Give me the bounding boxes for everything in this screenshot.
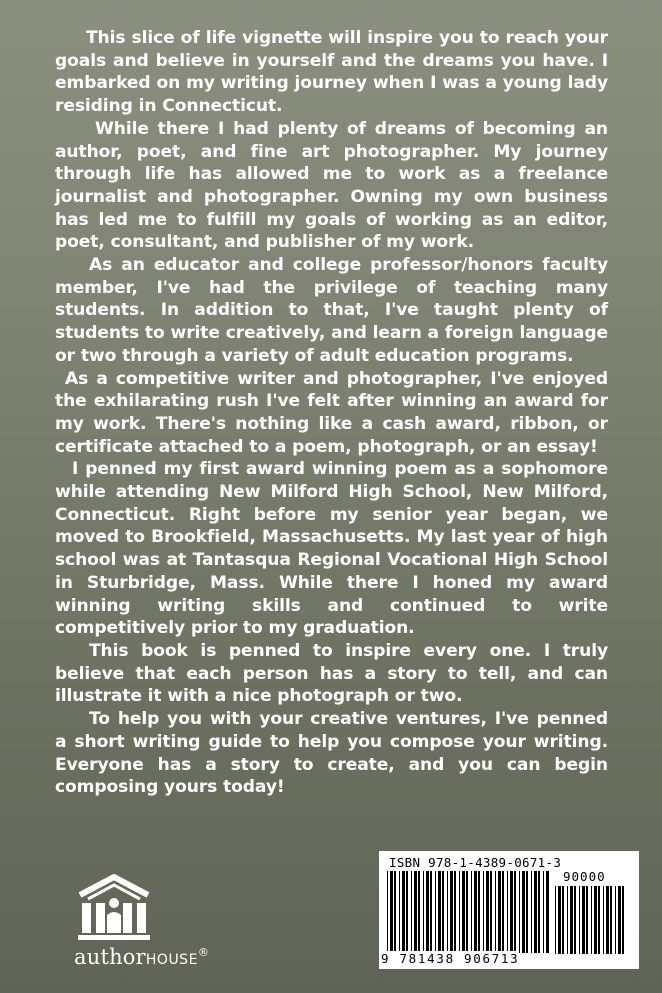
barcode-bar <box>510 871 513 953</box>
blurb-paragraph-1: This slice of life vignette will inspire you to reach your goals and believe in yourself and the dreams you have. I embarked on my writing journey when I was a young lady residing in Connecticut. <box>55 28 608 117</box>
barcode-bar <box>418 871 420 953</box>
isbn-barcode <box>379 851 639 969</box>
barcode-bar <box>490 871 492 953</box>
blurb-paragraph-3: As an educator and college professor/honors faculty member, I've had the privilege of teaching many students. In addition to that, I've taught plenty of students to write creatively, and learn a foreign language or two through a variety of adult education programs. <box>55 255 608 366</box>
barcode-bar <box>502 871 504 953</box>
back-cover-blurb <box>55 27 608 799</box>
barcode-bar <box>411 871 412 953</box>
blurb-paragraph-4: As a competitive writer and photographer, I've enjoyed the exhilarating rush I've felt after winning an award for my work. There's nothing like a cash award, ribbon, or certificate attached to a poem, photograph, or an essay! <box>55 368 608 457</box>
barcode-bar <box>522 871 525 953</box>
publisher-logo <box>74 873 210 973</box>
barcode-bar <box>399 871 400 953</box>
barcode-bar <box>442 871 444 953</box>
barcode-bar <box>387 871 388 953</box>
barcode-bar <box>454 871 456 953</box>
barcode-bar <box>483 871 484 953</box>
barcode-bar <box>526 871 528 953</box>
publisher-name-author: author <box>74 945 146 969</box>
barcode-bar <box>430 871 432 953</box>
barcode-bar <box>562 886 564 954</box>
blurb-paragraph-6: This book is penned to inspire every one. I truly believe that each person has a story to tell, and can illustrate it with a nice photograph or two. <box>55 640 608 707</box>
barcode-bar <box>406 871 408 953</box>
barcode-bar <box>471 871 472 953</box>
barcode-bar <box>543 871 544 953</box>
barcode-bar <box>567 886 568 954</box>
barcode-bar <box>574 886 576 954</box>
barcode-bar <box>486 871 489 953</box>
publisher-name-house: HOUSE <box>145 952 198 968</box>
barcode-bar <box>531 871 532 953</box>
barcode-bar <box>598 886 600 954</box>
barcode-bar <box>519 871 520 953</box>
barcode-bar <box>610 886 612 954</box>
barcode-bar <box>582 886 585 954</box>
barcode-bar <box>450 871 453 953</box>
barcode-bar <box>622 886 624 954</box>
isbn-text: ISBN 978-1-4389-0671-3 <box>389 855 562 870</box>
barcode-bar <box>514 871 516 953</box>
barcode-bar <box>555 886 556 954</box>
barcode-bar <box>435 871 436 953</box>
price-addon-bars <box>555 886 627 954</box>
barcode-bar <box>586 886 588 954</box>
ean-digits-text: 9 781438 906713 <box>381 951 520 966</box>
barcode-bar <box>507 871 508 953</box>
barcode-bar <box>426 871 429 953</box>
barcode-bar <box>498 871 501 953</box>
barcode-bar <box>546 871 549 953</box>
barcode-bar <box>414 871 417 953</box>
price-code-text: 90000 <box>563 869 606 884</box>
barcode-bar <box>474 871 477 953</box>
publisher-name <box>74 945 214 969</box>
blurb-paragraph-2: While there I had plenty of dreams of becoming an author, poet, and fine art photographer. My journey through life has allowed me to work as a freelance journalist and photographer. Owning my own business has led me to fulfill my goals of working as an editor, poet, consultant, and publisher of my work. <box>55 118 608 253</box>
authorhouse-building-icon <box>74 873 154 943</box>
blurb-paragraph-7: To help you with your creative ventures, I've penned a short writing guide to help you compose your writing. Everyone has a story to create, and you can begin composing yours today! <box>55 709 608 798</box>
ean-barcode-bars <box>387 871 552 953</box>
barcode-bar <box>579 886 580 954</box>
barcode-bar <box>538 871 540 953</box>
barcode-bar <box>423 871 424 953</box>
barcode-bar <box>462 871 465 953</box>
barcode-bar <box>570 886 573 954</box>
registered-mark: ® <box>197 946 210 959</box>
barcode-bar <box>459 871 460 953</box>
barcode-bar <box>591 886 592 954</box>
barcode-bar <box>606 886 609 954</box>
barcode-bar <box>478 871 480 953</box>
barcode-bar <box>603 886 604 954</box>
barcode-bar <box>534 871 537 953</box>
barcode-bar <box>558 886 561 954</box>
barcode-bar <box>402 871 405 953</box>
blurb-paragraph-5: I penned my first award winning poem as a sophomore while attending New Milford High School, New Milford, Connecticut. Right before my senior year began, we moved to Brookfield, Massachusetts. My last year of high school was at Tantasqua Regional Vocational High School in Sturbridge, Mass. While there I honed my award winning writing skills and continued to write competitively prior to my graduation. <box>55 459 608 639</box>
barcode-bar <box>618 886 621 954</box>
barcode-bar <box>390 871 393 953</box>
barcode-bar <box>394 871 396 953</box>
barcode-bar <box>438 871 441 953</box>
barcode-bar <box>495 871 496 953</box>
barcode-bar <box>447 871 448 953</box>
barcode-bar <box>466 871 468 953</box>
barcode-bar <box>594 886 597 954</box>
barcode-bar <box>615 886 616 954</box>
